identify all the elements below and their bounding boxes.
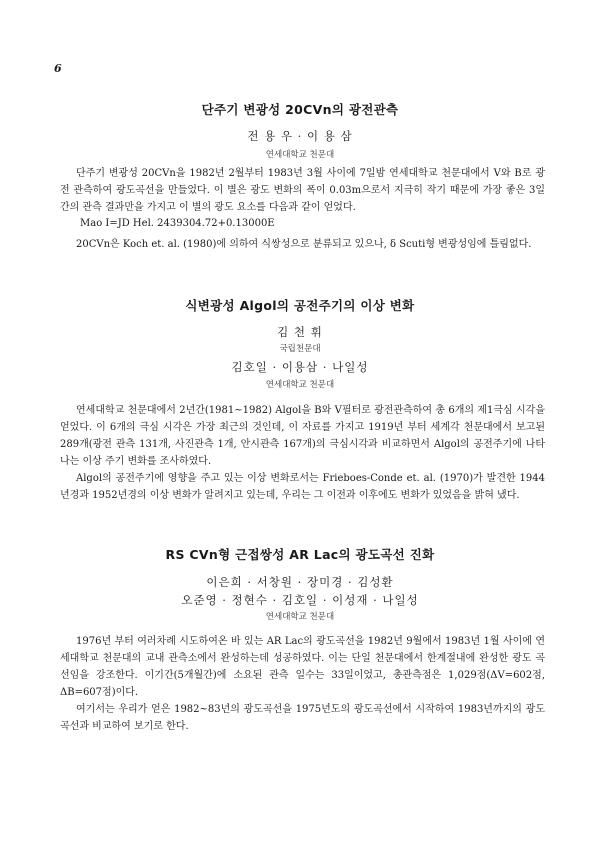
article2-author-main: 김 천 휘	[277, 325, 323, 339]
article3-abstract-para1: 1976년 부터 여러차례 시도하여온 바 있는 AR Lac의 광도곡선을 1982년 9월에서 1983년 1월 사이에 연세대학교 천문대의 교내 관측소에서 완성하는데 성공하였다. 이는 단일 천문대에서 한계절내에 완성한 광도 곡선임을 강조한다. 이기간(5개월간)에 소요된 관측 일수는 33일이었고, 총관측점은 1,029점(ΔV=602점, ΔB=607점)이다.	[60, 636, 545, 698]
article1-abstract-para2: 20CVn은 Koch et. al. (1980)에 의하여 식쌍성으로 분류되고 있으나, δ Scuti형 변광성임에 틀림없다.	[76, 239, 532, 250]
article2-title: 식변광성 Algol의 공전주기의 이상 변화	[185, 298, 415, 313]
article2-affiliation-co: 연세대학교 천문대	[265, 380, 335, 390]
article3-abstract-para2: 여기서는 우리가 얻은 1982~83년의 광도곡선을 1975년도의 광도곡선에서 시작하여 1983년까지의 광도곡선과 비교하여 보기로 한다.	[60, 704, 545, 732]
article1-abstract-para1: 단주기 변광성 20CVn을 1982년 2월부터 1983년 3월 사이에 7일밤 연세대학교 천문대에서 V와 B로 광전 관측하여 광도곡선을 만들었다. 이 별은 광도 변화의 폭이 0.03m으로서 지극히 작기 때문에 가장 좋은 3일간의 관측 결과만을 가지고 이 별의 광도 요소를 다음과 같이 얻었다.	[60, 168, 545, 213]
article2-affiliation-main: 국립천문대	[279, 344, 321, 354]
article3-title: RS CVn형 근접쌍성 AR Lac의 광도곡선 진화	[165, 547, 435, 562]
article2-abstract-para2: Algol의 공전주기에 영향을 주고 있는 이상 변화로서는 Frieboes-Conde et. al. (1970)가 발견한 1944년경과 1952년경의 이상 변화가 알려지고 있는데, 우리는 그 이전과 이후에도 변화가 있었음을 밝혀 냈다.	[60, 473, 545, 501]
article1-affiliation: 연세대학교 천문대	[265, 150, 335, 160]
article1-title: 단주기 변광성 20CVn의 광전관측	[201, 102, 399, 117]
article2-abstract-para1: 연세대학교 천문대에서 2년간(1981~1982) Algol을 B와 V필터로 광전관측하여 총 6개의 제1극심 시각을 얻었다. 이 6개의 극심 시각은 가장 최근의 것인데, 이 자료를 가지고 1919년 부터 세계각 천문대에서 보고된 289개(광전 관측 131개, 사진관측 1개, 안시관측 167개)의 극심시각과 비교하면서 Algol의 공전주기에 나타나는 이상 주기 변화를 조사하였다.	[60, 405, 545, 467]
article3-authors-line1: 이은희 · 서창원 · 장미경 · 김성환	[206, 575, 394, 589]
article1-authors: 전 용 우 · 이 용 삼	[247, 129, 353, 143]
page-number: 6	[54, 62, 62, 75]
article3-authors-line2: 오준영 · 정현수 · 김호일 · 이성재 · 나일성	[181, 593, 419, 607]
article2-coauthors: 김호일 · 이용삼 · 나일성	[231, 360, 369, 374]
article3-affiliation: 연세대학교 천문대	[265, 612, 335, 622]
article1-formula: Mao I=JD Hel. 2439304.72+0.13000E	[80, 218, 275, 229]
